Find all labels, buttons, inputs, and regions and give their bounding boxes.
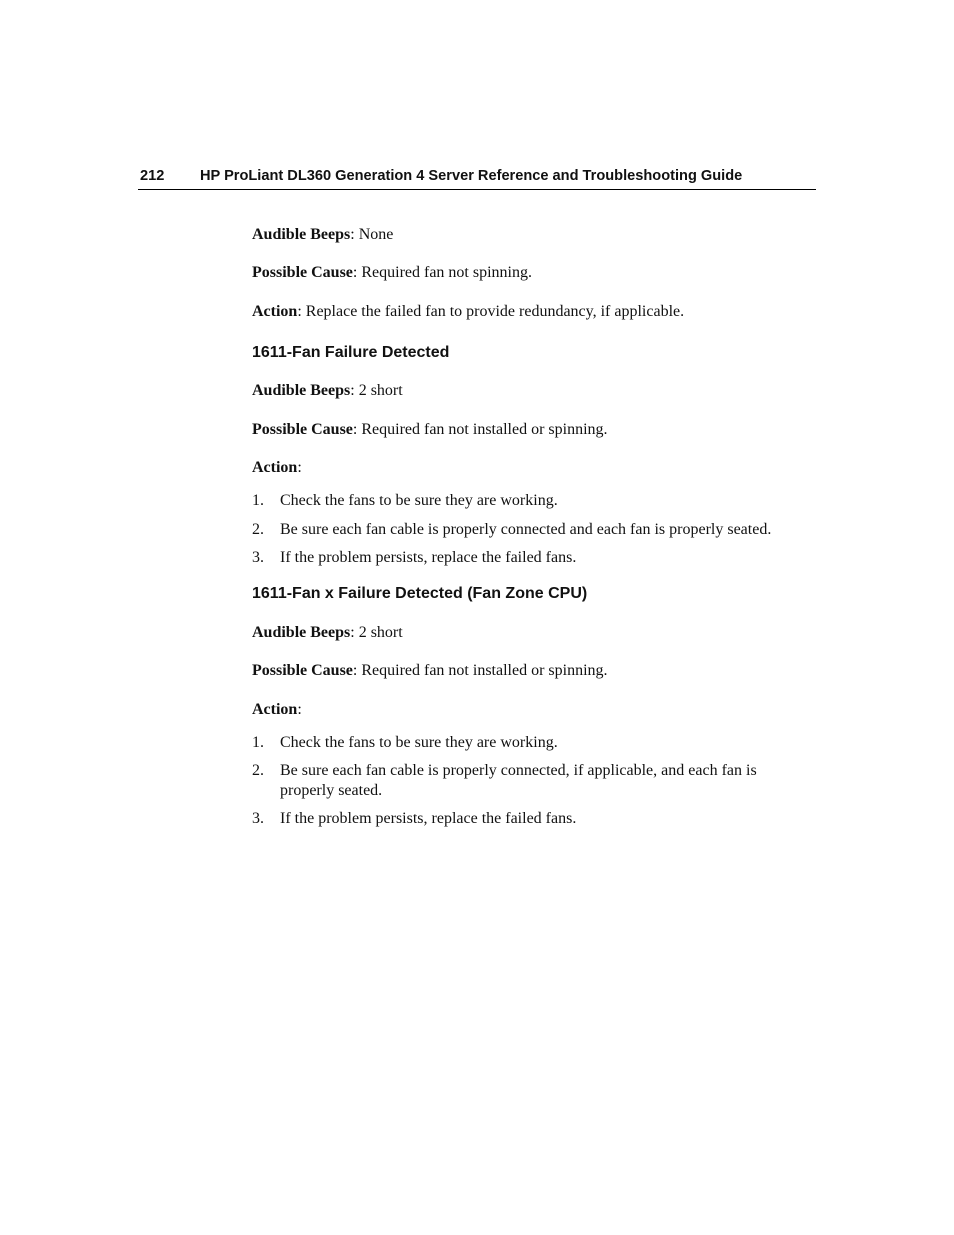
list-item (252, 548, 812, 568)
audible-beeps-line (252, 381, 403, 401)
list-item-text: Be sure each fan cable is properly connected and each fan is properly seated. (280, 521, 772, 538)
section-heading: 1611-Fan x Failure Detected (Fan Zone CPU) (252, 585, 588, 602)
list-item-number: 3. (252, 810, 264, 827)
list-item-text: If the problem persists, replace the failed fans. (280, 810, 577, 827)
action-value: : (297, 459, 302, 476)
audible-beeps-line (252, 623, 403, 643)
list-item-text: If the problem persists, replace the failed fans. (280, 549, 577, 566)
list-item (252, 733, 812, 753)
possible-cause-line (252, 420, 608, 440)
possible-cause-label: Possible Cause (252, 264, 353, 281)
possible-cause-value: : Required fan not installed or spinning. (352, 421, 608, 438)
section-heading: 1611-Fan Failure Detected (252, 344, 450, 361)
page-header (138, 168, 816, 190)
action-value: : (297, 701, 302, 718)
list-item-text: Check the fans to be sure they are working. (280, 734, 558, 751)
audible-beeps-label: Audible Beeps (252, 226, 351, 243)
possible-cause-value: : Required fan not installed or spinning. (352, 662, 608, 679)
action-line (252, 302, 684, 322)
list-item-number: 1. (252, 492, 264, 509)
audible-beeps-label: Audible Beeps (252, 624, 351, 641)
list-item-number: 3. (252, 549, 264, 566)
possible-cause-label: Possible Cause (252, 421, 353, 438)
possible-cause-line (252, 263, 532, 283)
list-item-text: Check the fans to be sure they are working. (280, 492, 558, 509)
action-line (252, 700, 302, 720)
possible-cause-value: : Required fan not spinning. (352, 264, 532, 281)
page-number: 212 (140, 168, 165, 184)
list-item-number: 2. (252, 762, 264, 779)
list-item (252, 520, 812, 540)
audible-beeps-line (252, 225, 393, 245)
audible-beeps-value: : None (350, 226, 394, 243)
audible-beeps-label: Audible Beeps (252, 382, 351, 399)
list-item (252, 491, 812, 511)
header-title: HP ProLiant DL360 Generation 4 Server Reference and Troubleshooting Guide (200, 168, 743, 184)
audible-beeps-value: : 2 short (350, 624, 403, 641)
action-label: Action (252, 459, 298, 476)
list-item-number: 1. (252, 734, 264, 751)
action-label: Action (252, 701, 298, 718)
list-item-text: Be sure each fan cable is properly connected, if applicable, and each fan is properly seated. (280, 762, 757, 799)
list-item (252, 809, 812, 829)
list-item (252, 761, 812, 801)
audible-beeps-value: : 2 short (350, 382, 403, 399)
action-label: Action (252, 303, 298, 320)
list-item-number: 2. (252, 521, 264, 538)
possible-cause-label: Possible Cause (252, 662, 353, 679)
action-line (252, 458, 302, 478)
action-value: : Replace the failed fan to provide redundancy, if applicable. (297, 303, 685, 320)
possible-cause-line (252, 661, 608, 681)
